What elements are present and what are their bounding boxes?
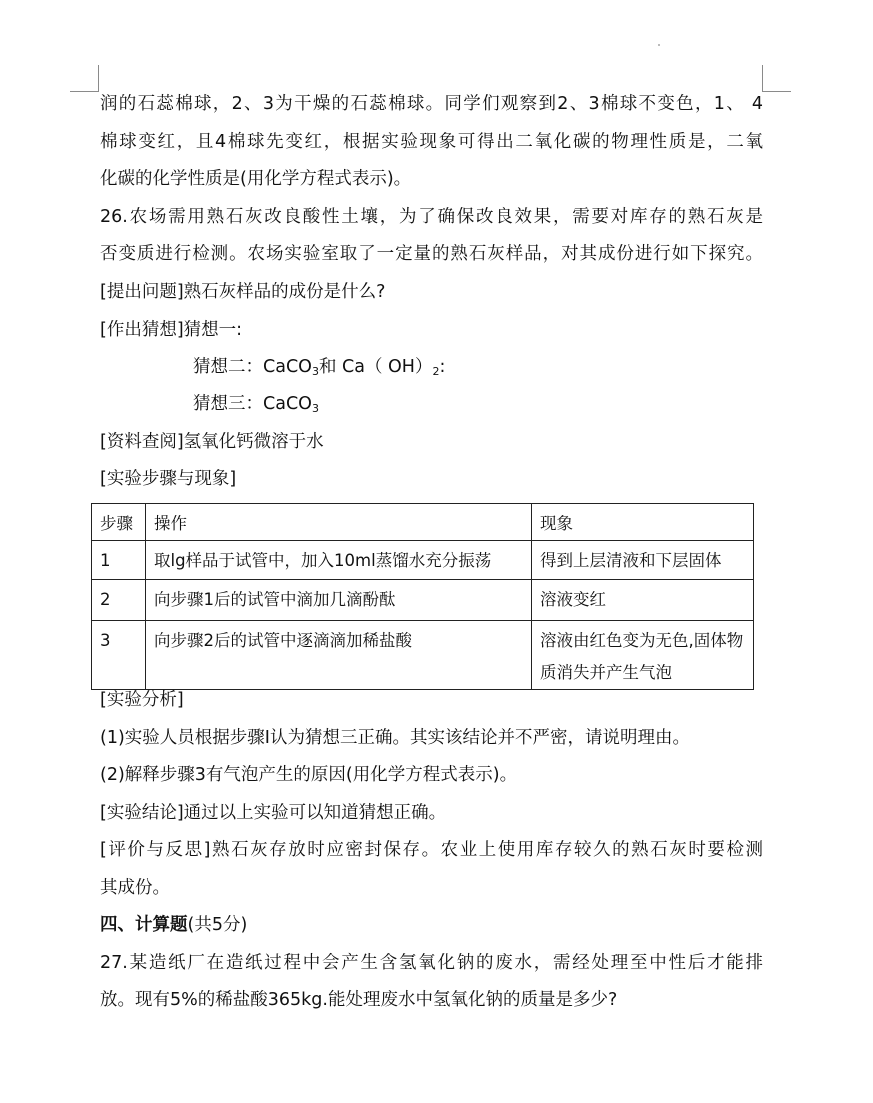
text-line: 否变质进行检测。农场实验室取了一定量的熟石灰样品，对其成份进行如下探究。: [100, 244, 763, 264]
question-27-line: 27.某造纸厂在造纸过程中会产生含氢氧化钠的废水，需经处理至中性后才能排: [100, 953, 763, 973]
section-title-score: (共5分): [187, 915, 248, 935]
experiment-table: [91, 503, 754, 690]
text-span: :: [439, 357, 446, 377]
hypothesis-2: [193, 355, 445, 379]
conclusion-line: [实验结论]通过以上实验可以知道猜想正确。: [100, 803, 447, 823]
text-line: 润的石蕊棉球，2、3为干燥的石蕊棉球。同学们观察到2、3棉球不变色，1、 4: [100, 94, 763, 114]
text-line: 化碳的化学性质是(用化学方程式表示)。: [100, 169, 412, 189]
table-cell: 1: [92, 541, 146, 580]
table-cell: 向步骤1后的试管中滴加几滴酚酞: [146, 580, 532, 621]
text-span: 和 Ca（ OH）: [318, 357, 433, 377]
table-cell: 3: [92, 621, 146, 690]
table-row: [92, 621, 754, 690]
table-cell: 向步骤2后的试管中逐滴滴加稀盐酸: [146, 621, 532, 690]
section-heading: [提出问题]熟石灰样品的成份是什么?: [100, 282, 386, 302]
table-cell: 得到上层清液和下层固体: [532, 541, 754, 580]
text-line: 其成份。: [100, 878, 170, 898]
text-line: 放。现有5%的稀盐酸365kg.能处理废水中氢氧化钠的质量是多少?: [100, 990, 618, 1010]
table-header-cell: 现象: [532, 504, 754, 541]
table-cell: 溶液变红: [532, 580, 754, 621]
section-title-bold: 四、计算题: [100, 915, 188, 935]
table-cell: 2: [92, 580, 146, 621]
table-header-row: [92, 504, 754, 541]
subscript: 3: [311, 365, 319, 378]
text-span: 猜想三：CaCO: [193, 394, 312, 414]
section-title: [100, 913, 247, 937]
table-header-cell: 步骤: [92, 504, 146, 541]
page-corner-mark-left: [70, 65, 99, 92]
section-heading: [作出猜想]猜想一:: [100, 320, 243, 340]
table-row: [92, 541, 754, 580]
hypothesis-3: [193, 392, 319, 416]
table-header-cell: 操作: [146, 504, 532, 541]
speck: [658, 44, 660, 46]
section-heading: [实验分析]: [100, 690, 184, 710]
subscript: 2: [432, 365, 440, 378]
subscript: 3: [311, 402, 319, 415]
table-row: [92, 580, 754, 621]
question-26-line: 26.农场需用熟石灰改良酸性土壤，为了确保改良效果，需要对库存的熟石灰是: [100, 207, 763, 227]
analysis-question-1: (1)实验人员根据步骤Ⅰ认为猜想三正确。其实该结论并不严密，请说明理由。: [100, 728, 690, 748]
table-cell: 溶液由红色变为无色,固体物质消失并产生气泡: [532, 621, 754, 690]
section-heading: [实验步骤与现象]: [100, 469, 237, 489]
table-cell: 取lg样品于试管中，加入10ml蒸馏水充分振荡: [146, 541, 532, 580]
text-line: 棉球变红，且4棉球先变红，根据实验现象可得出二氧化碳的物理性质是，二氧: [100, 132, 763, 152]
reflection-line: [评价与反思]熟石灰存放时应密封保存。农业上使用库存较久的熟石灰时要检测: [100, 840, 763, 860]
section-heading: [资料查阅]氢氧化钙微溶于水: [100, 432, 324, 452]
analysis-question-2: (2)解释步骤3有气泡产生的原因(用化学方程式表示)。: [100, 765, 518, 785]
page-corner-mark-right: [762, 65, 791, 92]
text-span: 猜想二：CaCO: [193, 357, 312, 377]
